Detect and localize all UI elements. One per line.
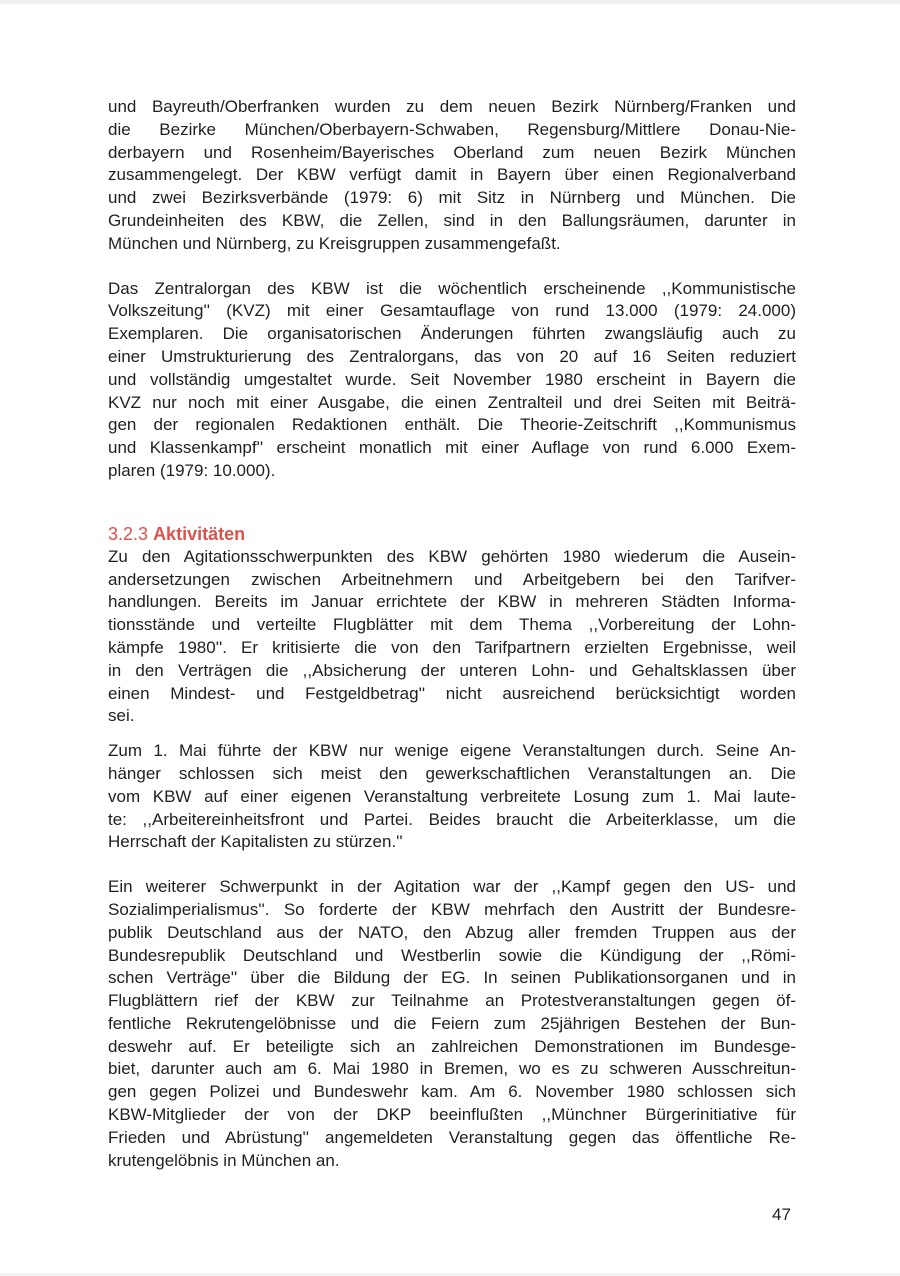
text-line: einer Umstrukturierung des Zentralorgans, das von 20 auf 16 Seiten reduziert	[108, 346, 796, 366]
paragraph-schwerpunkt	[108, 876, 796, 1172]
text-line: handlungen. Bereits im Januar errichtete der KBW in mehreren Städten Informa-	[108, 592, 796, 612]
text-line: Herrschaft der Kapitalisten zu stürzen.''	[108, 832, 403, 852]
text-line: Grundeinheiten des KBW, die Zellen, sind in den Ballungsräumen, darunter in	[108, 210, 796, 230]
section-gap	[108, 483, 796, 523]
document-body	[108, 96, 796, 1172]
text-line: Zu den Agitationsschwerpunkten des KBW gehörten 1980 wiederum die Ausein-	[108, 546, 796, 566]
page-edge-top	[0, 0, 900, 4]
text-line: Das Zentralorgan des KBW ist die wöchentlich erscheinende ,,Kommunistische	[108, 278, 796, 298]
section-heading	[108, 523, 796, 546]
text-line: publik Deutschland aus der NATO, den Abzug aller fremden Truppen aus der	[108, 922, 796, 942]
text-line: tionsstände und verteilte Flugblätter mit dem Thema ,,Vorbereitung der Lohn-	[108, 615, 796, 635]
text-line: KBW-Mitglieder der von der DKP beeinflußten ,,Münchner Bürgerinitiative für	[108, 1105, 796, 1125]
text-line: krutengelöbnis in München an.	[108, 1150, 340, 1170]
text-line: einen Mindest- und Festgeldbetrag'' nicht ausreichend berücksichtigt worden	[108, 683, 796, 703]
text-line: und Klassenkampf'' erscheint monatlich mit einer Auflage von rund 6.000 Exem-	[108, 438, 796, 458]
paragraph-agitation	[108, 546, 796, 728]
text-line: hänger schlossen sich meist den gewerkschaftlichen Veranstaltungen an. Die	[108, 763, 796, 783]
text-line: Zum 1. Mai führte der KBW nur wenige eigene Veranstaltungen durch. Seine An-	[108, 741, 796, 761]
text-line: te: ,,Arbeitereinheitsfront und Partei. Beides braucht die Arbeiterklasse, um die	[108, 809, 796, 829]
text-line: fentliche Rekrutengelöbnisse und die Feiern zum 25jährigen Bestehen der Bun-	[108, 1013, 796, 1033]
page-number: 47	[772, 1205, 791, 1224]
paragraph-gap	[108, 256, 796, 278]
paragraph-zentralorgan	[108, 278, 796, 483]
text-line: Ein weiterer Schwerpunkt in der Agitation war der ,,Kampf gegen den US- und	[108, 877, 796, 897]
paragraph-gap	[108, 854, 796, 876]
text-line: Flugblättern rief der KBW zur Teilnahme an Protestveranstaltungen gegen öf-	[108, 991, 796, 1011]
text-line: und Bayreuth/Oberfranken wurden zu dem neuen Bezirk Nürnberg/Franken und	[108, 97, 796, 116]
section-number: 3.2.3	[108, 523, 149, 544]
text-line: vom KBW auf einer eigenen Veranstaltung verbreitete Losung zum 1. Mai laute-	[108, 786, 796, 806]
text-line: sei.	[108, 706, 135, 726]
text-line: derbayern und Rosenheim/Bayerisches Oberland zum neuen Bezirk München	[108, 142, 796, 162]
text-line: und vollständig umgestaltet wurde. Seit November 1980 erscheint in Bayern die	[108, 369, 796, 389]
text-line: andersetzungen zwischen Arbeitnehmern und Arbeitgebern bei den Tarifver-	[108, 569, 796, 589]
text-line: deswehr auf. Er beteiligte sich an zahlreichen Demonstrationen im Bundesge-	[108, 1036, 796, 1056]
text-line: gen der regionalen Redaktionen enthält. Die Theorie-Zeitschrift ,,Kommunismus	[108, 415, 796, 435]
text-line: schen Verträge'' über die Bildung der EG. In seinen Publikationsorganen und in	[108, 968, 796, 988]
text-line: in den Verträgen die ,,Absicherung der unteren Lohn- und Gehaltsklassen über	[108, 660, 796, 680]
paragraph-erster-mai	[108, 740, 796, 854]
text-line: Exemplaren. Die organisatorischen Änderungen führten zwangsläufig auch zu	[108, 324, 796, 344]
text-line: Frieden und Abrüstung'' angemeldeten Veranstaltung gegen das öffentliche Re-	[108, 1127, 796, 1147]
paragraph-bezirke	[108, 96, 796, 256]
section-title: Aktivitäten	[153, 523, 246, 544]
text-line: KVZ nur noch mit einer Ausgabe, die einen Zentralteil und drei Seiten mit Beiträ-	[108, 392, 796, 412]
text-line: zusammengelegt. Der KBW verfügt damit in Bayern über einen Regionalverband	[108, 165, 796, 185]
text-line: Sozialimperialismus''. So forderte der KBW mehrfach den Austritt der Bundesre-	[108, 899, 796, 919]
text-line: biet, darunter auch am 6. Mai 1980 in Bremen, wo es zu schweren Ausschreitun-	[108, 1059, 796, 1079]
text-line: Volkszeitung'' (KVZ) mit einer Gesamtauflage von rund 13.000 (1979: 24.000)	[108, 301, 796, 321]
paragraph-gap	[108, 728, 796, 740]
text-line: und zwei Bezirksverbände (1979: 6) mit Sitz in Nürnberg und München. Die	[108, 188, 796, 208]
text-line: gen gegen Polizei und Bundeswehr kam. Am 6. November 1980 schlossen sich	[108, 1082, 796, 1102]
text-line: Bundesrepublik Deutschland und Westberlin sowie die Kündigung der ,,Römi-	[108, 945, 796, 965]
text-line: plaren (1979: 10.000).	[108, 460, 276, 480]
text-line: München und Nürnberg, zu Kreisgruppen zusammengefaßt.	[108, 233, 561, 253]
text-line: die Bezirke München/Oberbayern-Schwaben, Regensburg/Mittlere Donau-Nie-	[108, 119, 796, 139]
text-line: kämpfe 1980''. Er kritisierte die von den Tarifpartnern erzielten Ergebnisse, weil	[108, 637, 796, 657]
